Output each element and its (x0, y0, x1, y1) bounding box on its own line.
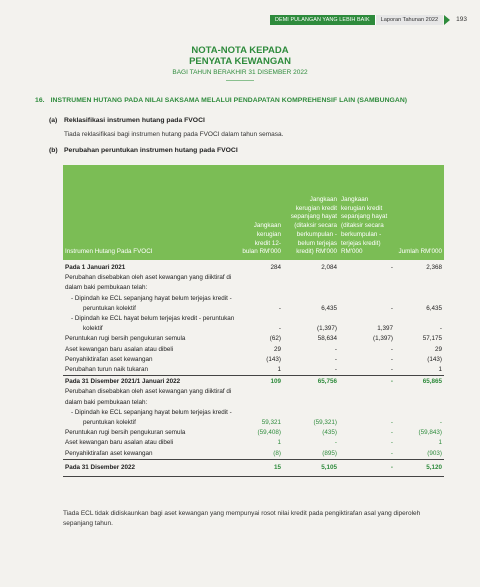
cell: - (334, 355, 337, 363)
table-row (63, 334, 444, 344)
cell: - (439, 419, 442, 427)
cell: - (339, 376, 395, 388)
ecl-table (63, 165, 444, 477)
cell: - (278, 325, 281, 333)
cell: 2,368 (426, 264, 442, 271)
cell: (895) (322, 449, 337, 457)
cell: (59,321) (313, 419, 337, 427)
cell: - (390, 366, 393, 374)
cell: - (439, 325, 442, 333)
cell: - (390, 345, 393, 353)
cell: 2,084 (321, 264, 337, 271)
subsection-a-title: Reklasifikasi instrumen hutang pada FVOCI (64, 117, 205, 124)
cell: 65,756 (283, 376, 339, 388)
cell: (1,397) (373, 335, 393, 343)
table-row (63, 345, 444, 355)
table-row (63, 459, 444, 476)
subsection-a-text: Tiada reklasifikasi bagi instrumen hutang pada FVOCI dalam tahun semasa. (64, 131, 284, 138)
cell: 15 (239, 459, 283, 476)
row-label: Perubahan disebabkan oleh aset kewangan yang diiktiraf di dalam baki pembukaan telah: (65, 274, 232, 292)
cell: - (390, 439, 393, 447)
row-label: Penyahiktirafan aset kewangan (65, 355, 153, 363)
cell: - (334, 345, 337, 353)
cell: (8) (273, 449, 281, 457)
col-header: Jangkaan kerugian kredit sepanjang hayat (ditaksir secara berkumpulan - belum terjejas kredit) RM'000 (283, 165, 339, 260)
row-label: Pada 31 Disember 2021/1 Januari 2022 (63, 376, 239, 388)
cell: (143) (427, 355, 442, 363)
cell: - (390, 449, 393, 457)
cell: - (334, 439, 337, 447)
row-label: Peruntukan rugi bersih pengukuran semula (65, 429, 186, 437)
cell: 1 (438, 366, 442, 374)
title-rule (226, 80, 254, 81)
table-row (63, 365, 444, 376)
table-row (63, 355, 444, 365)
cell: - (390, 419, 393, 427)
report-title: Laporan Tahunan 2022 (376, 15, 443, 25)
arrow-icon (444, 15, 450, 25)
cell: 1,397 (377, 325, 393, 333)
table-row (63, 263, 444, 273)
section-number: 16. (35, 97, 45, 104)
cell: 1 (438, 439, 442, 447)
subsection-b-label: (b) (49, 147, 58, 154)
col-header: Jangkaan kerugian kredit sepanjang hayat (ditaksir secara berkumpulan - terjejas kredit) RM'000 (339, 165, 395, 260)
table-row (63, 273, 444, 293)
table-row (63, 408, 444, 428)
table-row (63, 314, 444, 334)
row-label: - Dipindah ke ECL hayat belum terjejas kredit - peruntukan kolektif (71, 315, 235, 333)
col-header: Instrumen Hutang Pada FVOCI (63, 165, 239, 260)
cell: 58,634 (317, 335, 337, 343)
table-header-row (63, 165, 444, 260)
cell: - (390, 429, 393, 437)
cell: (143) (266, 355, 281, 363)
table-row (63, 294, 444, 314)
cell: (59,843) (418, 429, 442, 437)
row-label: Pada 1 Januari 2021 (65, 264, 126, 271)
col-header: Jumlah RM'000 (395, 165, 444, 260)
title-line2: PENYATA KEWANGAN (189, 56, 291, 67)
row-label: - Dipindah ke ECL sepanjang hayat belum terjejas kredit - peruntukan kolektif (71, 408, 232, 427)
table-row (63, 428, 444, 438)
row-label: Penyahiktirafan aset kewangan (65, 449, 153, 457)
cell: (1,397) (317, 325, 337, 333)
cell: 1 (277, 366, 281, 374)
cell: 284 (270, 264, 281, 271)
row-label: - Dipindah ke ECL sepanjang hayat belum terjejas kredit - peruntukan kolektif (71, 294, 232, 312)
cell: 5,105 (283, 459, 339, 476)
cell: (62) (269, 335, 281, 343)
cell: 65,865 (395, 376, 444, 388)
tagline: DEMI PULANGAN YANG LEBIH BAIK (270, 15, 375, 25)
cell: 57,175 (422, 335, 442, 343)
cell: 109 (239, 376, 283, 388)
footnote: Tiada ECL tidak didiskaunkan bagi aset kewangan yang mempunyai rosot nilai kredit pada pengiktirafan asal yang diperoleh sepanjang tahun. (63, 510, 421, 527)
section-heading (35, 97, 407, 104)
row-label: Peruntukan rugi bersih pengukuran semula (65, 335, 186, 343)
cell: 5,120 (395, 459, 444, 476)
row-label: Aset kewangan baru asalan atau dibeli (65, 345, 174, 353)
row-label: Pada 31 Disember 2022 (63, 459, 239, 476)
cell: - (278, 304, 281, 312)
cell: 1 (277, 439, 281, 447)
cell: - (339, 459, 395, 476)
table-row (63, 449, 444, 460)
cell: - (390, 304, 393, 312)
col-header: Jangkaan kerugian kredit 12-bulan RM'000 (239, 165, 283, 260)
subsection-b (49, 147, 238, 154)
cell: 6,435 (321, 304, 337, 312)
row-label: Perubahan disebabkan oleh aset kewangan yang diiktiraf di dalam baki pembukaan telah: (65, 388, 232, 406)
section-title: INSTRUMEN HUTANG PADA NILAI SAKSAMA MELALUI PENDAPATAN KOMPREHENSIF LAIN (SAMBUNGAN) (50, 97, 408, 104)
cell: 59,321 (261, 419, 281, 427)
cell: - (390, 264, 393, 271)
cell: - (334, 366, 337, 374)
cell: 6,435 (426, 304, 442, 312)
table-row (63, 438, 444, 448)
table-row (63, 387, 444, 407)
subsection-a (49, 117, 205, 124)
title-line1: NOTA-NOTA KEPADA (191, 45, 289, 56)
cell: (435) (322, 429, 337, 437)
subsection-b-title: Perubahan peruntukan instrumen hutang pada FVOCI (64, 147, 238, 154)
row-label: Perubahan turun naik tukaran (65, 366, 148, 374)
cell: 29 (273, 345, 281, 353)
subsection-a-label: (a) (49, 117, 58, 124)
cell: - (390, 355, 393, 363)
cell: (59,408) (257, 429, 281, 437)
table-row (63, 376, 444, 388)
page-number: 193 (456, 16, 467, 23)
page-header (270, 14, 467, 25)
row-label: Aset kewangan baru asalan atau dibeli (65, 439, 174, 447)
cell: 29 (434, 345, 442, 353)
cell: (903) (427, 449, 442, 457)
title-block (0, 45, 480, 81)
title-line3: BAGI TAHUN BERAKHIR 31 DISEMBER 2022 (172, 69, 308, 76)
